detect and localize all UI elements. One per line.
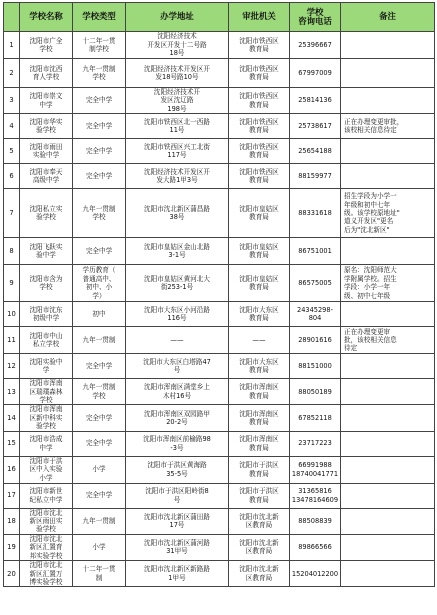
cell-authority: 沈阳市大东区 教育局 xyxy=(229,302,290,327)
table-row xyxy=(4,483,435,508)
cell-authority: 沈阳市沈北新 区教育局 xyxy=(229,534,290,560)
header-school-name: 学校名称 xyxy=(20,3,73,32)
cell-school-name: 沈阳市沈北 新区汇置万 博实验学校 xyxy=(20,561,73,587)
school-table xyxy=(3,2,435,587)
cell-school-name: 沈阳市崇文 中学 xyxy=(20,88,73,114)
cell-school-name: 沈阳市于洪 区中入实验 小学 xyxy=(20,456,73,483)
cell-school-name: 沈阳市沈北 新区汇置育 邦实验学校 xyxy=(20,534,73,560)
table-row xyxy=(4,32,435,59)
header-school-type: 学校类型 xyxy=(73,3,126,32)
cell-index: 7 xyxy=(4,189,20,238)
table-body xyxy=(4,32,435,587)
cell-school-type: 九年一贯制 学校 xyxy=(73,189,126,238)
cell-note xyxy=(341,405,435,431)
cell-school-type: 完全中学 xyxy=(73,354,126,379)
cell-school-name: 沈阳市奉天 高级中学 xyxy=(20,164,73,189)
table-row xyxy=(4,431,435,456)
cell-note xyxy=(341,456,435,483)
cell-note xyxy=(341,59,435,88)
cell-phone: 66991988 18740041771 xyxy=(290,456,341,483)
table-row xyxy=(4,405,435,431)
table-row xyxy=(4,189,435,238)
cell-address: 沈阳市沈北新区新路路 1甲号 xyxy=(126,561,229,587)
cell-school-type: 九年一贯制 学校 xyxy=(73,59,126,88)
cell-school-name: 沈阳市浑南 区瑞璞森林 学校 xyxy=(20,379,73,405)
cell-note xyxy=(341,139,435,164)
cell-school-type: 初中 xyxy=(73,302,126,327)
cell-index: 13 xyxy=(4,379,20,405)
cell-note: 正在办理变更审 批，该校相关信息 待定 xyxy=(341,327,435,354)
cell-address: 沈阳市于洪区阳岭街8 号 xyxy=(126,483,229,508)
header-index xyxy=(4,3,20,32)
cell-school-name: 沈阳市雨田 实验中学 xyxy=(20,139,73,164)
cell-phone: 88508839 xyxy=(290,508,341,534)
cell-school-type: 完全中学 xyxy=(73,164,126,189)
cell-phone: 88159977 xyxy=(290,164,341,189)
cell-index: 20 xyxy=(4,561,20,587)
cell-index: 18 xyxy=(4,508,20,534)
header-authority: 审批机关 xyxy=(229,3,290,32)
cell-school-name: 沈阳私立实 验学校 xyxy=(20,189,73,238)
cell-phone: 28901616 xyxy=(290,327,341,354)
cell-phone: 25396667 xyxy=(290,32,341,59)
cell-note: 招生学段为小学一 年级和初中七年 级。该学校原地址" 道义开发区"更名 后为"沈北新区" xyxy=(341,189,435,238)
cell-note xyxy=(341,302,435,327)
cell-index: 2 xyxy=(4,59,20,88)
cell-phone: 24345298-804 xyxy=(290,302,341,327)
cell-school-type: 九年一贯制 学校 xyxy=(73,379,126,405)
cell-school-name: 沈阳市新世 纪私立中学 xyxy=(20,483,73,508)
cell-note xyxy=(341,483,435,508)
table-row xyxy=(4,508,435,534)
cell-address: 沈阳经济技术开发区开 发18号路10号 xyxy=(126,59,229,88)
table-row xyxy=(4,379,435,405)
table-row xyxy=(4,88,435,114)
cell-address: 沈阳市铁西区兴工北街 117号 xyxy=(126,139,229,164)
cell-school-type: 小学 xyxy=(73,456,126,483)
table-header xyxy=(4,3,435,32)
cell-address: 沈阳市大东区小河沿路 116号 xyxy=(126,302,229,327)
school-list-sheet xyxy=(3,2,434,587)
cell-school-name: 沈阳飞跃实 验中学 xyxy=(20,238,73,265)
cell-phone: 25814136 xyxy=(290,88,341,114)
cell-school-name: 沈阳市沈北 新区雨田实 验学校 xyxy=(20,508,73,534)
cell-school-type: 完全中学 xyxy=(73,139,126,164)
cell-index: 15 xyxy=(4,431,20,456)
cell-phone: 88331618 xyxy=(290,189,341,238)
table-row xyxy=(4,561,435,587)
cell-phone: 67852118 xyxy=(290,405,341,431)
cell-note xyxy=(341,354,435,379)
cell-school-type: 九年一贯制 xyxy=(73,327,126,354)
cell-school-type: 完全中学 xyxy=(73,114,126,139)
cell-index: 8 xyxy=(4,238,20,265)
cell-authority: 沈阳市大东区 教育局 xyxy=(229,354,290,379)
cell-index: 10 xyxy=(4,302,20,327)
cell-authority: 沈阳市于洪区 教育局 xyxy=(229,483,290,508)
cell-address: 沈阳市浑南区前榆路98 -3号 xyxy=(126,431,229,456)
header-address: 办学地址 xyxy=(126,3,229,32)
cell-address: 沈阳市浑南区满堂乡上 木村16号 xyxy=(126,379,229,405)
table-row xyxy=(4,302,435,327)
table-row xyxy=(4,327,435,354)
cell-index: 11 xyxy=(4,327,20,354)
cell-index: 1 xyxy=(4,32,20,59)
cell-index: 12 xyxy=(4,354,20,379)
cell-index: 17 xyxy=(4,483,20,508)
cell-address: 沈阳市皇姑区黄河北大 街253-1号 xyxy=(126,265,229,302)
cell-phone: 88050189 xyxy=(290,379,341,405)
cell-address: 沈阳市铁西区北一西路 11号 xyxy=(126,114,229,139)
cell-address: 沈阳市沈北新区蒲田路 17号 xyxy=(126,508,229,534)
cell-phone: 25738617 xyxy=(290,114,341,139)
cell-school-name: 沈阳市沈西 育人学校 xyxy=(20,59,73,88)
cell-index: 9 xyxy=(4,265,20,302)
cell-address: 沈阳经济技术开发区开 发大路1甲3号 xyxy=(126,164,229,189)
cell-note: 正在办理变更审批， 该校相关信息待定 xyxy=(341,114,435,139)
cell-school-name: 沈阳市沈东 初级中学 xyxy=(20,302,73,327)
table-row xyxy=(4,139,435,164)
cell-authority: 沈阳市铁西区 教育局 xyxy=(229,164,290,189)
cell-note xyxy=(341,508,435,534)
cell-phone: 86751001 xyxy=(290,238,341,265)
cell-authority: 沈阳市铁西区 教育局 xyxy=(229,59,290,88)
cell-phone: 31365816 13478164609 xyxy=(290,483,341,508)
cell-note xyxy=(341,164,435,189)
cell-school-type: 完全中学 xyxy=(73,431,126,456)
cell-phone: 89866566 xyxy=(290,534,341,560)
cell-school-type: 十二年一贯 制学校 xyxy=(73,32,126,59)
cell-index: 5 xyxy=(4,139,20,164)
cell-authority: 沈阳市铁西区 教育局 xyxy=(229,32,290,59)
table-row xyxy=(4,59,435,88)
cell-authority: —— xyxy=(229,327,290,354)
table-row xyxy=(4,164,435,189)
cell-school-type: 完全中学 xyxy=(73,238,126,265)
cell-address: 沈阳经济技术开 发区沈辽路 198号 xyxy=(126,88,229,114)
cell-authority: 沈阳市浑南区 教育局 xyxy=(229,405,290,431)
cell-school-name: 沈阳市浑南 区新中科实 验学校 xyxy=(20,405,73,431)
table-row xyxy=(4,456,435,483)
cell-school-name: 沈阳实验中 学 xyxy=(20,354,73,379)
table-row xyxy=(4,354,435,379)
cell-note: 原名：沈阳师范大 学附属学校。招生 学段：小学一年 级、初中七年级 xyxy=(341,265,435,302)
header-phone: 学校 咨询电话 xyxy=(290,3,341,32)
cell-school-name: 沈阳市华实 验学校 xyxy=(20,114,73,139)
cell-index: 4 xyxy=(4,114,20,139)
cell-index: 3 xyxy=(4,88,20,114)
cell-index: 14 xyxy=(4,405,20,431)
cell-address: 沈阳市大东区白塔路47 号 xyxy=(126,354,229,379)
cell-authority: 沈阳市浑南区 教育局 xyxy=(229,379,290,405)
cell-note xyxy=(341,561,435,587)
cell-address: 沈阳市沈北新区蒲河路 31甲号 xyxy=(126,534,229,560)
cell-school-type: 完全中学 xyxy=(73,88,126,114)
cell-note xyxy=(341,534,435,560)
cell-school-type: 小学 xyxy=(73,534,126,560)
cell-school-type: 学历教育（ 普通高中、 初中、小 学） xyxy=(73,265,126,302)
header-row xyxy=(4,3,435,32)
cell-authority: 沈阳市皇姑区 教育局 xyxy=(229,265,290,302)
cell-index: 6 xyxy=(4,164,20,189)
cell-school-type: 十二年一贯 制 xyxy=(73,561,126,587)
cell-authority: 沈阳市沈北新 区教育局 xyxy=(229,508,290,534)
cell-phone: 23717223 xyxy=(290,431,341,456)
cell-school-type: 完全中学 xyxy=(73,405,126,431)
cell-index: 19 xyxy=(4,534,20,560)
cell-school-name: 沈阳市中山 私立学校 xyxy=(20,327,73,354)
cell-authority: 沈阳市于洪区 教育局 xyxy=(229,456,290,483)
cell-address: 沈阳市于洪区黄海路 35-5号 xyxy=(126,456,229,483)
cell-phone: 86575005 xyxy=(290,265,341,302)
cell-address: 沈阳市沈北新区蒲昌路 38号 xyxy=(126,189,229,238)
table-row xyxy=(4,114,435,139)
table-row xyxy=(4,265,435,302)
cell-phone: 25654188 xyxy=(290,139,341,164)
cell-authority: 沈阳市铁西区 教育局 xyxy=(229,139,290,164)
cell-authority: 沈阳市铁西区 教育局 xyxy=(229,114,290,139)
cell-authority: 沈阳市浑南区 教育局 xyxy=(229,431,290,456)
cell-authority: 沈阳市沈北新 区教育局 xyxy=(229,561,290,587)
cell-phone: 88151000 xyxy=(290,354,341,379)
cell-authority: 沈阳市铁西区 教育局 xyxy=(229,88,290,114)
cell-school-name: 沈阳市浩成 中学 xyxy=(20,431,73,456)
cell-school-name: 沈阳市广全 学校 xyxy=(20,32,73,59)
cell-authority: 沈阳市皇姑区 教育局 xyxy=(229,189,290,238)
cell-index: 16 xyxy=(4,456,20,483)
cell-address: 沈阳市皇姑区金山北路 3-1号 xyxy=(126,238,229,265)
cell-school-type: 九年一贯制 xyxy=(73,508,126,534)
cell-note xyxy=(341,238,435,265)
cell-note xyxy=(341,88,435,114)
header-note: 备注 xyxy=(341,3,435,32)
cell-address: —— xyxy=(126,327,229,354)
cell-school-type: 完全中学 xyxy=(73,483,126,508)
cell-phone: 67997009 xyxy=(290,59,341,88)
cell-address: 沈阳市浑南区双园路甲 20-2号 xyxy=(126,405,229,431)
cell-school-name: 沈阳市含为 学校 xyxy=(20,265,73,302)
cell-note xyxy=(341,431,435,456)
table-row xyxy=(4,534,435,560)
table-row xyxy=(4,238,435,265)
cell-note xyxy=(341,379,435,405)
cell-authority: 沈阳市皇姑区 教育局 xyxy=(229,238,290,265)
cell-address: 沈阳经济技术 开发区开发十二号路 18号 xyxy=(126,32,229,59)
cell-note xyxy=(341,32,435,59)
cell-phone: 15204012200 xyxy=(290,561,341,587)
